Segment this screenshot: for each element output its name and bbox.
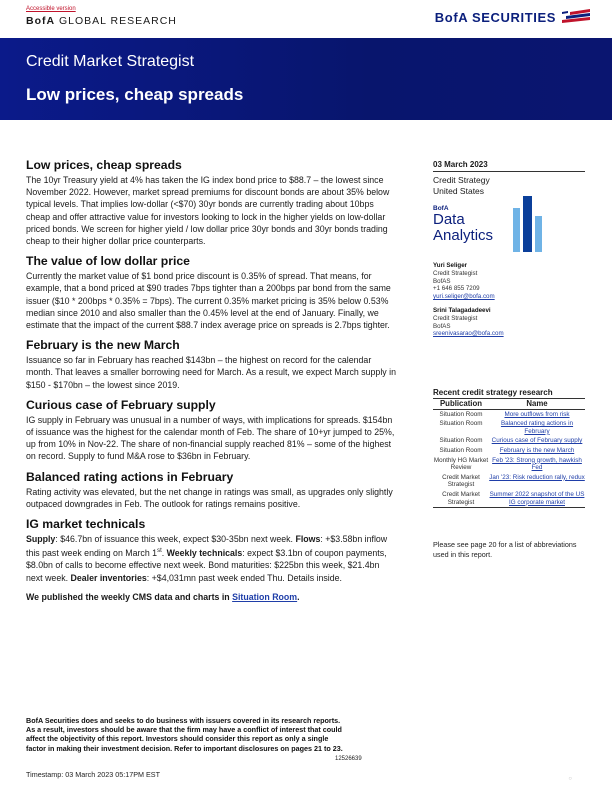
research-link[interactable]: Summer 2022 snapshot of the US IG corporate market	[489, 490, 585, 506]
bofa-securities-logo-text: BofA SECURITIES	[434, 10, 556, 25]
table-row	[433, 473, 585, 490]
analyst-phone: +1 646 855 7209	[433, 285, 480, 293]
situation-room-link[interactable]: Situation Room	[232, 591, 298, 602]
research-link[interactable]: Curious case of February supply	[491, 437, 583, 445]
global-research-bold: BofA	[26, 15, 56, 27]
section-heading: Curious case of February supply	[26, 397, 216, 412]
flows-text: : +$3.58bn inflow this past week ending on March 1	[26, 534, 388, 559]
name-cell	[489, 436, 585, 446]
publication-cell: Situation Room	[439, 420, 483, 428]
cms-suffix: .	[297, 591, 300, 602]
research-link[interactable]: Balanced rating actions in February	[500, 420, 574, 435]
analyst-name: Srini Talagadadeevi	[433, 306, 491, 314]
analyst-title: Credit Strategist	[433, 269, 478, 277]
section-body: The 10yr Treasury yield at 4% has taken the IG index bond price to $88.7 – the lowest since November 2022. However, market spread premiums for discount bonds are about 35% below typical levels. That implies low-dollar (<$70) 30yr bonds are currently trading about 10bps cheap and offer attractive value for investors looking to lock in the higher yields on low-dollar priced bonds. We screen for higher yield / low dollar price 30yr bonds and 30yr bonds trading cheap to their higher dollar price counterparts.	[26, 175, 390, 247]
recent-research	[433, 388, 585, 508]
section-body: IG supply in February was unusual in a number of ways, with implications for spreads. $154bn of issuance was the highest for the calendar month of Feb. The share of 10+yr jumped to 25%, up from 10% in Nov-22. The share of non-financial supply reached 81% – some of the highest on record. Supply to fund M&A rose to $36bn in February.	[26, 414, 395, 462]
table-row	[433, 490, 585, 508]
flows-end: .	[161, 548, 167, 559]
category-primary: Credit Strategy	[433, 175, 490, 185]
name-cell	[489, 409, 585, 419]
section-3	[26, 338, 398, 391]
name-cell	[489, 419, 585, 436]
dealer-text: : +$4,031mn past week ended Thu. Details inside.	[146, 572, 342, 583]
analyst-2	[433, 307, 585, 338]
disclaimer: BofA Securities does and seeks to do business with issuers covered in its research reports. As a result, investors should be aware that the firm may have a conflict of interest that could affect the objectivity of this report. Investors should consider this report as only a single factor in making their investment decision. Refer to important disclosures on pages 21 to 23.	[26, 716, 343, 753]
analyst-title: Credit Strategist	[433, 314, 478, 322]
abbreviations-note: Please see page 20 for a list of abbreviations used in this report.	[433, 540, 577, 559]
flows-sup: st	[157, 548, 162, 555]
global-research-label	[26, 15, 177, 27]
section-body: Issuance so far in February has reached $143bn – the highest on record for the calendar month. That leaves a smaller borrowing need for March. As a result, we expect March supply in $150 - $170bn – the lowest since 2019.	[26, 355, 396, 390]
accessible-version-link[interactable]: Accessible version	[26, 6, 76, 12]
research-link[interactable]: Feb '23: Strong growth, hawkish Fed	[492, 456, 582, 472]
section-1	[26, 158, 398, 247]
cms-note	[26, 591, 398, 603]
recent-research-table	[433, 399, 585, 508]
section-body: Rating activity was elevated, but the net change in ratings was small, as upgrades only slightly outpaced downgrades in Feb. The outlook for ratings remains positive.	[26, 486, 393, 509]
timestamp: Timestamp: 03 March 2023 05:17PM EST	[26, 770, 160, 779]
data-analytics-bars-icon	[505, 196, 555, 252]
publication-cell: Situation Room	[439, 410, 483, 418]
publication-cell: Credit Market Strategist	[442, 473, 480, 489]
weekly-label: Weekly technicals	[166, 548, 243, 559]
dealer-label: Dealer inventories	[70, 572, 147, 583]
report-title: Low prices, cheap spreads	[26, 85, 244, 104]
global-research-rest: GLOBAL RESEARCH	[55, 15, 177, 27]
research-link[interactable]: More outflows from risk	[504, 410, 570, 418]
category-region: United States	[433, 186, 485, 196]
col-publication: Publication	[433, 399, 489, 409]
section-heading: Low prices, cheap spreads	[26, 158, 182, 172]
document-number: 12526639	[335, 756, 362, 762]
weekly-text: : expect $3.1bn of coupon payments, $8.0bn of calls to become effective next week. Bond maturities: $225bn this week, $21.4bn next week.	[26, 548, 387, 583]
analyst-firm: BofAS	[433, 277, 451, 285]
analyst-firm: BofAS	[433, 322, 451, 330]
top-bar	[0, 0, 612, 38]
name-cell	[489, 446, 585, 456]
table-row	[433, 436, 585, 446]
series-title: Credit Market Strategist	[26, 53, 195, 70]
publication-cell: Situation Room	[439, 437, 483, 445]
section-2	[26, 254, 398, 331]
section-technicals	[26, 517, 398, 584]
flows-label: Flows	[295, 534, 321, 545]
data-analytics-line2: Analytics	[433, 227, 494, 244]
research-link[interactable]: Jan '23: Risk reduction rally, redux	[489, 473, 585, 481]
col-name: Name	[489, 399, 585, 409]
analyst-name: Yuri Seliger	[433, 262, 468, 269]
report-banner	[0, 38, 612, 120]
section-heading: February is the new March	[26, 338, 180, 353]
section-heading: IG market technicals	[26, 517, 146, 532]
analyst-email-link[interactable]: yuri.seliger@bofa.com	[433, 293, 495, 301]
bofa-flag-logo-icon	[560, 9, 592, 25]
research-link[interactable]: February is the new March	[499, 446, 575, 454]
name-cell	[489, 473, 585, 490]
page-marker: ○	[568, 776, 572, 782]
technicals-body	[26, 533, 398, 584]
table-row	[433, 456, 585, 473]
data-analytics-bofa: BofA	[433, 205, 449, 212]
publication-cell: Situation Room	[439, 446, 483, 454]
publication-cell: Monthly HG Market Review	[433, 456, 489, 472]
cms-prefix: We published the weekly CMS data and charts in	[26, 591, 233, 602]
main-content	[26, 158, 398, 610]
data-analytics-line1: Data	[433, 211, 465, 228]
supply-label: Supply	[26, 534, 56, 545]
table-row	[433, 409, 585, 419]
section-4	[26, 398, 398, 463]
analyst-email-link[interactable]: sreenivasarao@bofa.com	[433, 330, 504, 338]
recent-research-title: Recent credit strategy research	[433, 388, 585, 399]
section-heading: Balanced rating actions in February	[26, 469, 234, 484]
supply-text: : $46.7bn of issuance this week, expect $30-35bn next week.	[55, 534, 296, 545]
sidebar	[433, 160, 585, 338]
report-date: 03 March 2023	[433, 160, 585, 172]
section-5	[26, 470, 398, 510]
name-cell	[489, 456, 585, 473]
table-row	[433, 446, 585, 456]
section-heading: The value of low dollar price	[26, 254, 190, 269]
table-row	[433, 419, 585, 436]
analyst-1	[433, 262, 585, 301]
publication-cell: Credit Market Strategist	[442, 490, 480, 506]
name-cell	[489, 490, 585, 508]
section-body: Currently the market value of $1 bond price discount is 0.35% of spread. That means, for example, that a bond priced at $90 trades 7bps tighter than a 200bps par bond from the same issuer ($10 * 200bps * 0.35% = 7bps). The current 0.35% market pricing is 35% below 0.53% median since 2010 and also smaller than the 0.45% level at the end of January. Finally, we estimate that the impact of the current $88.7 index average price on spreads is 2.7bps tighter.	[26, 271, 391, 331]
